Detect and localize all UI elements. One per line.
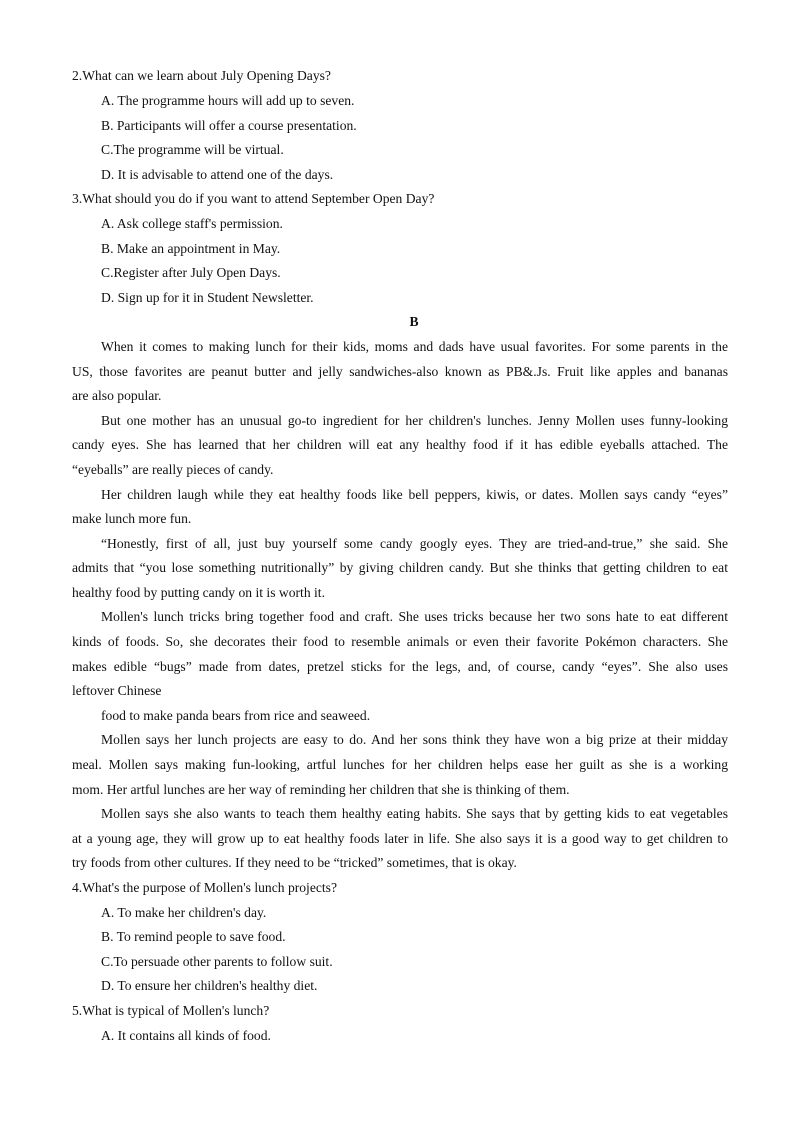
question-4-option-d: D. To ensure her children's healthy diet. — [101, 978, 318, 993]
passage-line: Mollen's lunch tricks bring together food and craft. She uses tricks because her two sons hate to eat different — [101, 609, 728, 624]
passage-line: admits that “you lose something nutritionally” by giving children candy. But she thinks that getting children to eat — [72, 560, 728, 575]
passage-line: “Honestly, first of all, just buy yourself some candy googly eyes. They are tried-and-true,” she said. She — [101, 536, 728, 551]
question-5-option-a: A. It contains all kinds of food. — [101, 1028, 271, 1043]
question-5-stem: 5.What is typical of Mollen's lunch? — [72, 1003, 270, 1018]
passage-line: Mollen says her lunch projects are easy to do. And her sons think they have won a big prize at their midday — [101, 732, 728, 747]
question-3-option-a: A. Ask college staff's permission. — [101, 216, 283, 231]
question-4-option-a: A. To make her children's day. — [101, 905, 267, 920]
question-3-option-d: D. Sign up for it in Student Newsletter. — [101, 290, 314, 305]
passage-line: candy eyes. She has learned that her children will eat any healthy food if it has edible eyeballs attached. The — [72, 437, 728, 452]
passage-line: makes edible “bugs” made from dates, pretzel sticks for the legs, and, of course, candy “eyes”. She also uses — [72, 659, 728, 674]
passage-line: healthy food by putting candy on it is worth it. — [72, 585, 325, 600]
passage-line: leftover Chinese — [72, 683, 162, 698]
question-4-option-b: B. To remind people to save food. — [101, 929, 286, 944]
passage-line: Her children laugh while they eat healthy foods like bell peppers, kiwis, or dates. Mollen says candy “eyes” — [101, 487, 728, 502]
passage-line: make lunch more fun. — [72, 511, 192, 526]
question-2-option-c: C.The programme will be virtual. — [101, 142, 284, 157]
passage-line: kinds of foods. So, she decorates their food to resemble animals or even their favorite Pokémon characters. She — [72, 634, 728, 649]
passage-line: “eyeballs” are really pieces of candy. — [72, 462, 274, 477]
passage-line: at a young age, they will grow up to eat healthy foods later in life. She also says it is a good way to get children to — [72, 831, 728, 846]
question-3-stem: 3.What should you do if you want to attend September Open Day? — [72, 191, 435, 206]
question-4-stem: 4.What's the purpose of Mollen's lunch projects? — [72, 880, 338, 895]
question-2-option-b: B. Participants will offer a course presentation. — [101, 118, 357, 133]
question-3-option-b: B. Make an appointment in May. — [101, 241, 281, 256]
question-2-stem: 2.What can we learn about July Opening Days? — [72, 68, 331, 83]
passage-line: But one mother has an unusual go-to ingredient for her children's lunches. Jenny Mollen uses funny-looking — [101, 413, 728, 428]
passage-line: mom. Her artful lunches are her way of reminding her children that she is thinking of them. — [72, 782, 570, 797]
question-4-option-c: C.To persuade other parents to follow suit. — [101, 954, 333, 969]
passage-line: meal. Mollen says making fun-looking, artful lunches for her children helps ease her guilt as she is a working — [72, 757, 728, 772]
passage-line: US, those favorites are peanut butter and jelly sandwiches-also known as PB&.Js. Fruit like apples and bananas — [72, 364, 728, 379]
section-title: B — [409, 314, 419, 329]
passage-line: Mollen says she also wants to teach them healthy eating habits. She says that by getting kids to eat vegetables — [101, 806, 728, 821]
question-2-option-d: D. It is advisable to attend one of the days. — [101, 167, 334, 182]
passage-line: try foods from other cultures. If they need to be “tricked” sometimes, that is okay. — [72, 855, 517, 870]
passage-line: food to make panda bears from rice and seaweed. — [101, 708, 371, 723]
passage-line: are also popular. — [72, 388, 162, 403]
question-3-option-c: C.Register after July Open Days. — [101, 265, 281, 280]
question-2-option-a: A. The programme hours will add up to seven. — [101, 93, 355, 108]
passage-line: When it comes to making lunch for their kids, moms and dads have usual favorites. For some parents in the — [101, 339, 728, 354]
